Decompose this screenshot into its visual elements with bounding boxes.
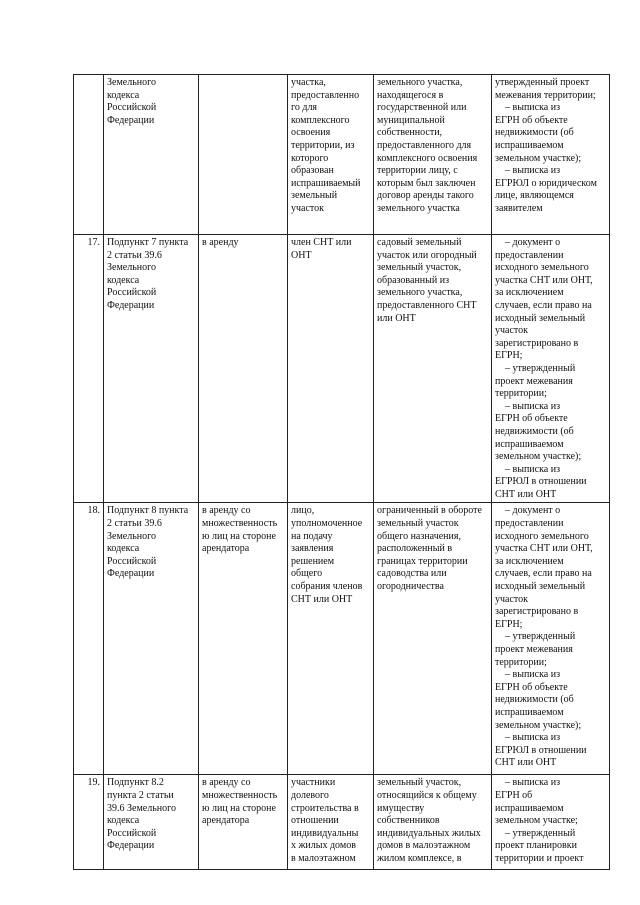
- land-plot-line: участок или огородный: [377, 249, 477, 261]
- land-plot-cell: [374, 503, 492, 775]
- applicant-line: уполномоченное: [291, 518, 363, 530]
- document-line: испрашиваемом: [495, 438, 564, 450]
- legal-basis-line: Российской: [107, 102, 157, 114]
- document-line: земельном участке;: [495, 815, 578, 827]
- applicant-line: территории, из: [291, 139, 355, 151]
- land-plot-line: земельный участок: [377, 518, 459, 530]
- table-row: [74, 75, 610, 235]
- applicant-line: х жилых домов: [291, 840, 356, 852]
- legal-basis-line: Российской: [107, 287, 157, 299]
- land-plot-table: [73, 74, 610, 870]
- applicant-line: в малоэтажном: [291, 853, 356, 865]
- land-plot-line: земельного участка: [377, 202, 460, 214]
- document-line: участка СНТ или ОНТ,: [495, 543, 593, 555]
- document-line: участок: [495, 325, 529, 337]
- land-plot-line: предоставленного для: [377, 139, 472, 151]
- land-plot-line: огородничества: [377, 581, 444, 593]
- documents-cell: [492, 775, 610, 870]
- lease-type-line: арендатора: [202, 543, 250, 555]
- land-plot-line: имуществу: [377, 802, 425, 814]
- row-number-cell: [74, 235, 104, 503]
- legal-basis-cell: [104, 75, 199, 235]
- document-line: земельном участке);: [495, 451, 582, 463]
- applicant-line: предоставленно: [291, 89, 360, 101]
- document-item-start: – выписка из: [505, 777, 561, 789]
- document-line: за исключением: [495, 287, 564, 299]
- documents-cell: [492, 503, 610, 775]
- land-plot-line: собственности,: [377, 127, 443, 139]
- applicant-line: на подачу: [291, 530, 333, 542]
- legal-basis-line: кодекса: [107, 89, 140, 101]
- row-number: 19.: [87, 777, 100, 789]
- lease-type-cell: [199, 775, 288, 870]
- document-line: исходного земельного: [495, 530, 589, 542]
- row-number-cell: [74, 775, 104, 870]
- document-item-start: – выписка из: [505, 463, 561, 475]
- document-item-start: – выписка из: [505, 102, 561, 114]
- document-line: предоставлении: [495, 518, 564, 530]
- land-plot-line: общего назначения,: [377, 530, 461, 542]
- lease-type-line: в аренду со: [202, 777, 251, 789]
- row-number: 17.: [87, 237, 100, 248]
- lease-type-line: в аренду со: [202, 505, 251, 517]
- land-plot-line: собственников: [377, 815, 440, 827]
- applicant-line: заявления: [291, 543, 334, 555]
- legal-basis-line: Федерации: [107, 568, 155, 580]
- land-plot-line: земельного участка,: [377, 77, 463, 88]
- document-line: земельном участке);: [495, 152, 582, 164]
- land-plot-line: ограниченный в обороте: [377, 505, 482, 517]
- land-plot-line: предоставленного СНТ: [377, 299, 477, 311]
- document-line: участка СНТ или ОНТ,: [495, 274, 593, 286]
- document-line: территории и проект: [495, 853, 584, 865]
- applicant-line: участники: [291, 777, 336, 789]
- document-line: недвижимости (об: [495, 127, 574, 139]
- lease-type-line: множественность: [202, 518, 278, 530]
- document-line: случаев, если право на: [495, 568, 592, 580]
- lease-type-cell: [199, 503, 288, 775]
- applicant-line: земельный: [291, 190, 338, 202]
- document-item-start: – утвержденный: [505, 362, 576, 374]
- document-line: ЕГРН об: [495, 790, 533, 802]
- applicant-cell: [288, 503, 374, 775]
- lease-type-line: арендатора: [202, 815, 250, 827]
- land-plot-line: границах территории: [377, 555, 468, 567]
- document-line: испрашиваемом: [495, 706, 564, 718]
- land-plot-line: находящегося в: [377, 89, 444, 101]
- lease-type-line: ю лиц на стороне: [202, 802, 276, 814]
- legal-basis-line: Подпункт 8 пункта: [107, 505, 189, 517]
- legal-basis-cell: [104, 235, 199, 503]
- document-line: случаев, если право на: [495, 299, 592, 311]
- document-line: территории;: [495, 656, 547, 668]
- applicant-line: решением: [291, 555, 335, 567]
- documents-cell: [492, 75, 610, 235]
- land-plot-line: садовый земельный: [377, 237, 462, 248]
- applicant-cell: [288, 775, 374, 870]
- land-plot-line: относящийся к общему: [377, 790, 477, 802]
- document-line: проект межевания: [495, 644, 573, 655]
- applicant-line: строительства в: [291, 802, 359, 814]
- lease-type-line: в аренду: [202, 237, 239, 248]
- row-number-cell: [74, 75, 104, 235]
- legal-basis-line: Российской: [107, 555, 157, 567]
- applicant-line: ОНТ: [291, 249, 312, 261]
- applicant-line: член СНТ или: [291, 237, 352, 248]
- document-line: ЕГРН;: [495, 350, 523, 362]
- document-line: ЕГРЮЛ в отношении: [495, 476, 587, 488]
- document-line: испрашиваемом: [495, 802, 564, 814]
- legal-basis-line: Земельного: [107, 530, 156, 542]
- land-plot-line: земельный участок,: [377, 777, 462, 789]
- document-line: ЕГРН;: [495, 618, 523, 630]
- applicant-line: общего: [291, 568, 323, 580]
- land-plot-line: жилом комплексе, в: [377, 853, 462, 865]
- legal-basis-line: 2 статьи 39.6: [107, 518, 162, 530]
- document-line: проект планировки: [495, 840, 577, 852]
- document-line: СНТ или ОНТ: [495, 488, 557, 500]
- applicant-line: которого: [291, 152, 329, 164]
- legal-basis-line: 39.6 Земельного: [107, 802, 176, 814]
- applicant-cell: [288, 235, 374, 503]
- row-number-cell: [74, 503, 104, 775]
- document-item-start: – выписка из: [505, 732, 561, 744]
- document-line: зарегистрировано в: [495, 606, 579, 618]
- document-line: ЕГРЮЛ о юридическом: [495, 177, 597, 189]
- land-plot-cell: [374, 75, 492, 235]
- land-plot-line: комплексного освоения: [377, 152, 478, 164]
- document-line: ЕГРН об объекте: [495, 114, 568, 126]
- lease-type-line: множественность: [202, 790, 278, 802]
- applicant-cell: [288, 75, 374, 235]
- legal-basis-line: Федерации: [107, 299, 155, 311]
- documents-cell: [492, 235, 610, 503]
- legal-basis-line: кодекса: [107, 274, 140, 286]
- land-plot-line: земельного участка,: [377, 287, 463, 299]
- lease-type-cell: [199, 235, 288, 503]
- document-line: недвижимости (об: [495, 694, 574, 706]
- document-line: за исключением: [495, 555, 564, 567]
- document-line: ЕГРЮЛ в отношении: [495, 744, 587, 756]
- applicant-line: СНТ или ОНТ: [291, 593, 353, 605]
- legal-basis-line: Федерации: [107, 840, 155, 852]
- applicant-line: комплексного: [291, 114, 350, 126]
- document-line: утвержденный проект: [495, 77, 590, 88]
- land-plot-line: садоводства или: [377, 568, 447, 580]
- applicant-line: освоения: [291, 127, 331, 139]
- land-plot-line: образованный из: [377, 274, 450, 286]
- row-number: 18.: [87, 505, 100, 517]
- legal-basis-line: пункта 2 статьи: [107, 790, 174, 802]
- document-line: ЕГРН об объекте: [495, 413, 568, 425]
- land-plot-line: земельный участок,: [377, 262, 462, 274]
- legal-basis-cell: [104, 775, 199, 870]
- document-line: ЕГРН об объекте: [495, 681, 568, 693]
- land-plot-cell: [374, 775, 492, 870]
- document-line: исходный земельный: [495, 581, 586, 593]
- document-line: недвижимости (об: [495, 425, 574, 437]
- applicant-line: участок: [291, 202, 325, 214]
- applicant-line: образован: [291, 165, 334, 177]
- document-line: межевания территории;: [495, 89, 596, 101]
- lease-type-cell: [199, 75, 288, 235]
- land-plot-line: муниципальной: [377, 114, 445, 126]
- document-line: лице, являющемся: [495, 190, 574, 202]
- applicant-line: отношении: [291, 815, 339, 827]
- document-line: заявителем: [495, 202, 543, 214]
- document-line: зарегистрировано в: [495, 337, 579, 349]
- document-item-start: – утвержденный: [505, 631, 576, 643]
- legal-basis-line: Подпункт 8.2: [107, 777, 164, 789]
- document-item-start: – выписка из: [505, 669, 561, 681]
- legal-basis-line: Федерации: [107, 114, 155, 126]
- applicant-line: испрашиваемый: [291, 177, 361, 189]
- document-line: земельном участке);: [495, 719, 582, 731]
- land-plot-line: домов в малоэтажном: [377, 840, 471, 852]
- legal-basis-line: Подпункт 7 пункта: [107, 237, 189, 248]
- document-line: участок: [495, 593, 529, 605]
- land-plot-line: индивидуальных жилых: [377, 827, 481, 839]
- land-plot-line: которым был заключен: [377, 177, 476, 189]
- document-item-start: – утвержденный: [505, 827, 576, 839]
- legal-basis-line: кодекса: [107, 815, 140, 827]
- applicant-line: долевого: [291, 790, 329, 802]
- document-line: территории;: [495, 388, 547, 400]
- land-plot-line: территории лицу, с: [377, 165, 458, 177]
- document-line: СНТ или ОНТ: [495, 757, 557, 769]
- document-item-start: – выписка из: [505, 165, 561, 177]
- document-item-start: – документ о: [505, 505, 561, 517]
- legal-basis-line: 2 статьи 39.6: [107, 249, 162, 261]
- document-item-start: – документ о: [505, 237, 561, 248]
- land-plot-line: или ОНТ: [377, 312, 416, 324]
- applicant-line: участка,: [291, 77, 326, 88]
- applicant-line: индивидуальны: [291, 827, 359, 839]
- applicant-line: собрания членов: [291, 581, 363, 593]
- land-plot-line: договор аренды такого: [377, 190, 474, 202]
- document-line: исходный земельный: [495, 312, 586, 324]
- land-plot-cell: [374, 235, 492, 503]
- legal-basis-line: кодекса: [107, 543, 140, 555]
- land-plot-line: государственной или: [377, 102, 467, 114]
- document-item-start: – выписка из: [505, 400, 561, 412]
- legal-basis-line: Земельного: [107, 77, 156, 88]
- document-line: исходного земельного: [495, 262, 589, 274]
- legal-basis-line: Российской: [107, 827, 157, 839]
- document-line: проект межевания: [495, 375, 573, 387]
- table-row: [74, 503, 610, 775]
- lease-type-line: ю лиц на стороне: [202, 530, 276, 542]
- applicant-line: лицо,: [291, 505, 315, 517]
- table-row: [74, 235, 610, 503]
- applicant-line: го для: [291, 102, 318, 114]
- document-line: предоставлении: [495, 249, 564, 261]
- legal-basis-line: Земельного: [107, 262, 156, 274]
- document-line: испрашиваемом: [495, 139, 564, 151]
- legal-basis-cell: [104, 503, 199, 775]
- land-plot-line: расположенный в: [377, 543, 453, 555]
- table-row: [74, 775, 610, 870]
